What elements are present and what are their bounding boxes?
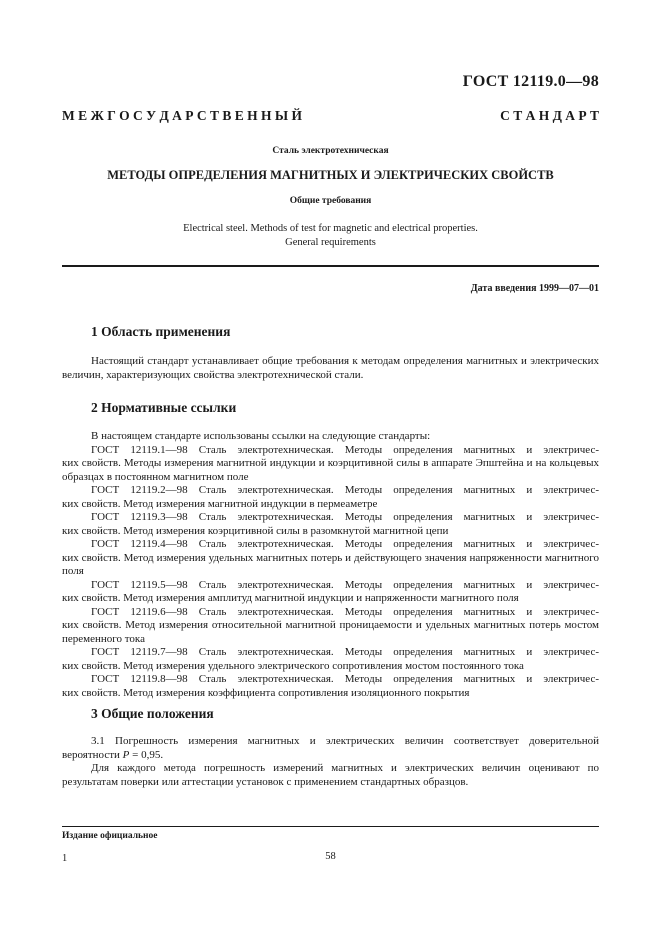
english-title [62,222,599,249]
section-3-heading: 3 Общие положения [91,706,214,721]
english-title-line-1: Electrical steel. Methods of test for magnetic and electrical properties. [183,223,478,234]
section-2-heading: 2 Нормативные ссылки [91,400,237,415]
footer-divider [62,826,599,827]
title-divider [62,265,599,267]
reference-item: ГОСТ 12119.1—98 Сталь электротехническая. Методы определения магнитных и электричес- ких свойств. Методы измерения магнитной индукции и коэрцитивной силы в аппарате Эпштейна и на кольцевых образцах в постоянном магнитном поле [62,443,599,483]
reference-item: ГОСТ 12119.3—98 Сталь электротехническая. Методы определения магнитных и электричес- ких свойств. Метод измерения коэрцитивной силы в разомкнутой магнитной цепи [62,511,599,537]
reference-item: ГОСТ 12119.8—98 Сталь электротехническая. Методы определения магнитных и электричес- ких свойств. Метод измерения коэффициента сопротивления изоляционного покрытия [62,673,599,699]
print-number: 1 [62,853,68,864]
reference-item: ГОСТ 12119.5—98 Сталь электротехническая. Методы определения магнитных и электричес- ких свойств. Метод измерения амплитуд магнитной индукции и напряженности магнитного поля [62,578,599,604]
clause-3-1-continued: Для каждого метода погрешность измерений магнитных и электрических величин оценивают по результатам поверки или аттестации установок с применением стандартных образцов. [62,762,599,788]
official-edition-label: Издание официальное [62,831,158,841]
document-number: ГОСТ 12119.0—98 [462,73,599,90]
document-subtitle: Общие требования [289,196,372,206]
section-1-paragraph: Настоящий стандарт устанавливает общие требования к методам определения магнитных и электрических величин, характеризующих свойства электротехнической стали. [62,355,599,381]
reference-item: ГОСТ 12119.4—98 Сталь электротехническая. Методы определения магнитных и электричес- ких свойств. Метод измерения удельных магнитных потерь и действующего значения напряженности магнитного поля [62,538,599,577]
section-3-body [62,735,599,789]
effective-date: Дата введения 1999—07—01 [470,283,599,294]
reference-item: ГОСТ 12119.6—98 Сталь электротехническая. Методы определения магнитных и электричес- ких свойств. Метод измерения относительной магнитной проницаемости и удельных магнитных потерь мостом переменного тока [62,605,599,645]
section-2-body [62,430,599,700]
subject-line: Сталь электротехническая [272,146,389,156]
reference-item: ГОСТ 12119.2—98 Сталь электротехническая. Методы определения магнитных и электричес- ких свойств. Метод измерения магнитной индукции в пермеаметре [62,484,599,510]
document-title: МЕТОДЫ ОПРЕДЕЛЕНИЯ МАГНИТНЫХ И ЭЛЕКТРИЧЕСКИХ СВОЙСТВ [107,168,554,182]
references-intro: В настоящем стандарте использованы ссылки на следующие стандарты: [91,430,431,442]
section-1-heading: 1 Область применения [91,324,231,339]
page-number: 58 [325,851,336,862]
interstate-word: М Е Ж Г О С У Д А Р С Т В Е Н Н Ы Й [62,108,303,123]
clause-3-1: 3.1 Погрешность измерения магнитных и электрических величин соответствует доверительной вероятности P = 0,95. [62,735,599,761]
reference-item: ГОСТ 12119.7—98 Сталь электротехническая. Методы определения магнитных и электричес- ких свойств. Метод измерения удельного электрического сопротивления мостом постоянного тока [62,646,599,672]
probability-symbol: P [122,748,130,761]
english-title-line-2: General requirements [285,236,376,248]
standard-word: С Т А Н Д А Р Т [500,108,599,123]
interstate-standard-banner [62,108,599,124]
section-1-body [62,355,599,382]
